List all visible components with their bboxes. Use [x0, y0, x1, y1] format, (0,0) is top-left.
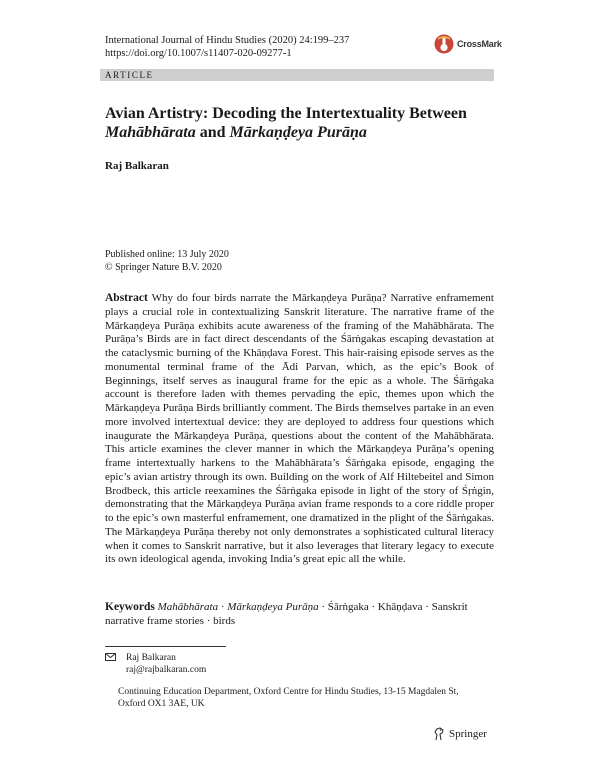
correspondent-email[interactable]: raj@rajbalkaran.com [126, 665, 207, 675]
springer-logo [433, 727, 487, 741]
correspondence [105, 652, 206, 676]
footnote-divider [105, 646, 226, 647]
affiliation-line1: Continuing Education Department, Oxford Centre for Hindu Studies, 13-15 Magdalen St, [118, 687, 459, 697]
affiliation [118, 686, 488, 710]
journal-name-line: International Journal of Hindu Studies (2020) 24:199–237 [105, 35, 350, 46]
affiliation-line2: Oxford OX1 3AE, UK [118, 699, 205, 709]
article-title [105, 104, 505, 142]
title-work2: Mārkaṇḍeya Purāṇa [229, 124, 367, 141]
published-date: Published online: 13 July 2020 [105, 249, 229, 260]
springer-horse-icon [433, 727, 445, 741]
crossmark-badge[interactable] [434, 33, 504, 55]
keyword-item: Mārkaṇḍeya Purāṇa [227, 601, 319, 613]
journal-citation [105, 34, 435, 60]
keyword-item: Mahābhārata [157, 601, 219, 613]
publication-info [105, 249, 229, 274]
doi-link[interactable]: https://doi.org/10.1007/s11407-020-09277-1 [105, 48, 292, 59]
article-type-label: ARTICLE [105, 70, 154, 80]
keyword-item: Khāṇḍava [377, 601, 423, 613]
keyword-item: birds [213, 615, 236, 627]
keyword-item: Sanskrit narrative frame stories [105, 601, 468, 627]
title-line1: Avian Artistry: Decoding the Intertextuality Between [105, 105, 467, 122]
publisher-name: Springer [449, 728, 487, 740]
title-and: and [195, 124, 230, 141]
abstract-text: Why do four birds narrate the Mārkaṇḍeya Purāṇa? Narrative enframement plays a crucial role in contextualizing Sanskrit literature. The narrative frame of the Mārkaṇḍeya Purāṇa exhibits acute awareness of the framing of the Mahābhārata. The Purāṇa’s Birds are in fact direct descendants of the Śārṅgakas escaping devastation at the cataclysmic burning of the Khāṇḍava Forest. This hair-raising episode serves as the monumental terminal frame of the Ādi Parvan, which, as the epic’s Book of Beginnings, itself serves as inaugural frame for the epic as a whole. The Śārṅgaka account is therefore laden with themes pervading the epic, themes upon which the Mārkaṇḍeya Purāṇa Birds brilliantly comment. The Birds themselves partake in an even more involved intertextual device: they are deployed to address four questions which inaugurate the Mārkaṇḍeya Purāṇa, questions about the content of the Mahābhārata. This article examines the clever manner in which the Mārkaṇḍeya Purāṇa’s opening frame intertextually harkens to the Mahābhārata’s Śārṅgaka episode, engaging the epic’s avian artistry through its own. Building on the work of Alf Hiltebeitel and Simon Brodbeck, this article reexamines the Śārṅgaka episode in light of the story of Śṛṅgin, demonstrating that the Mārkaṇḍeya Purāṇa avian frame responds to a core riddle proper to the epic’s own masterful enframement, one dramatized in the plight of the Śārṅgakas. The Mārkaṇḍeya Purāṇa thereby not only demonstrates a sophisticated cultural literacy when it comes to Sanskrit narrative, but it also leverages that literary legacy to execute its own ideological agenda, invoking India’s great epic all the while. [105, 292, 494, 566]
article-type-bar [100, 69, 494, 81]
correspondent-name: Raj Balkaran [126, 653, 176, 663]
abstract [105, 292, 494, 567]
abstract-label: Abstract [105, 292, 148, 304]
keyword-item: Śārṅgaka [327, 601, 369, 613]
crossmark-icon [434, 34, 454, 54]
title-work1: Mahābhārata [105, 124, 196, 141]
copyright-notice: © Springer Nature B.V. 2020 [105, 261, 222, 273]
keywords: Keywords Mahābhārata · Mārkaṇḍeya Purāṇa · Śārṅgaka · Khāṇḍava · Sanskrit narrative frame stories · birds [105, 601, 468, 627]
author-name: Raj Balkaran [105, 160, 169, 172]
keywords-label: Keywords [105, 601, 155, 613]
title-line2 [105, 123, 505, 142]
envelope-icon [105, 653, 116, 661]
crossmark-label: CrossMark [457, 39, 502, 49]
